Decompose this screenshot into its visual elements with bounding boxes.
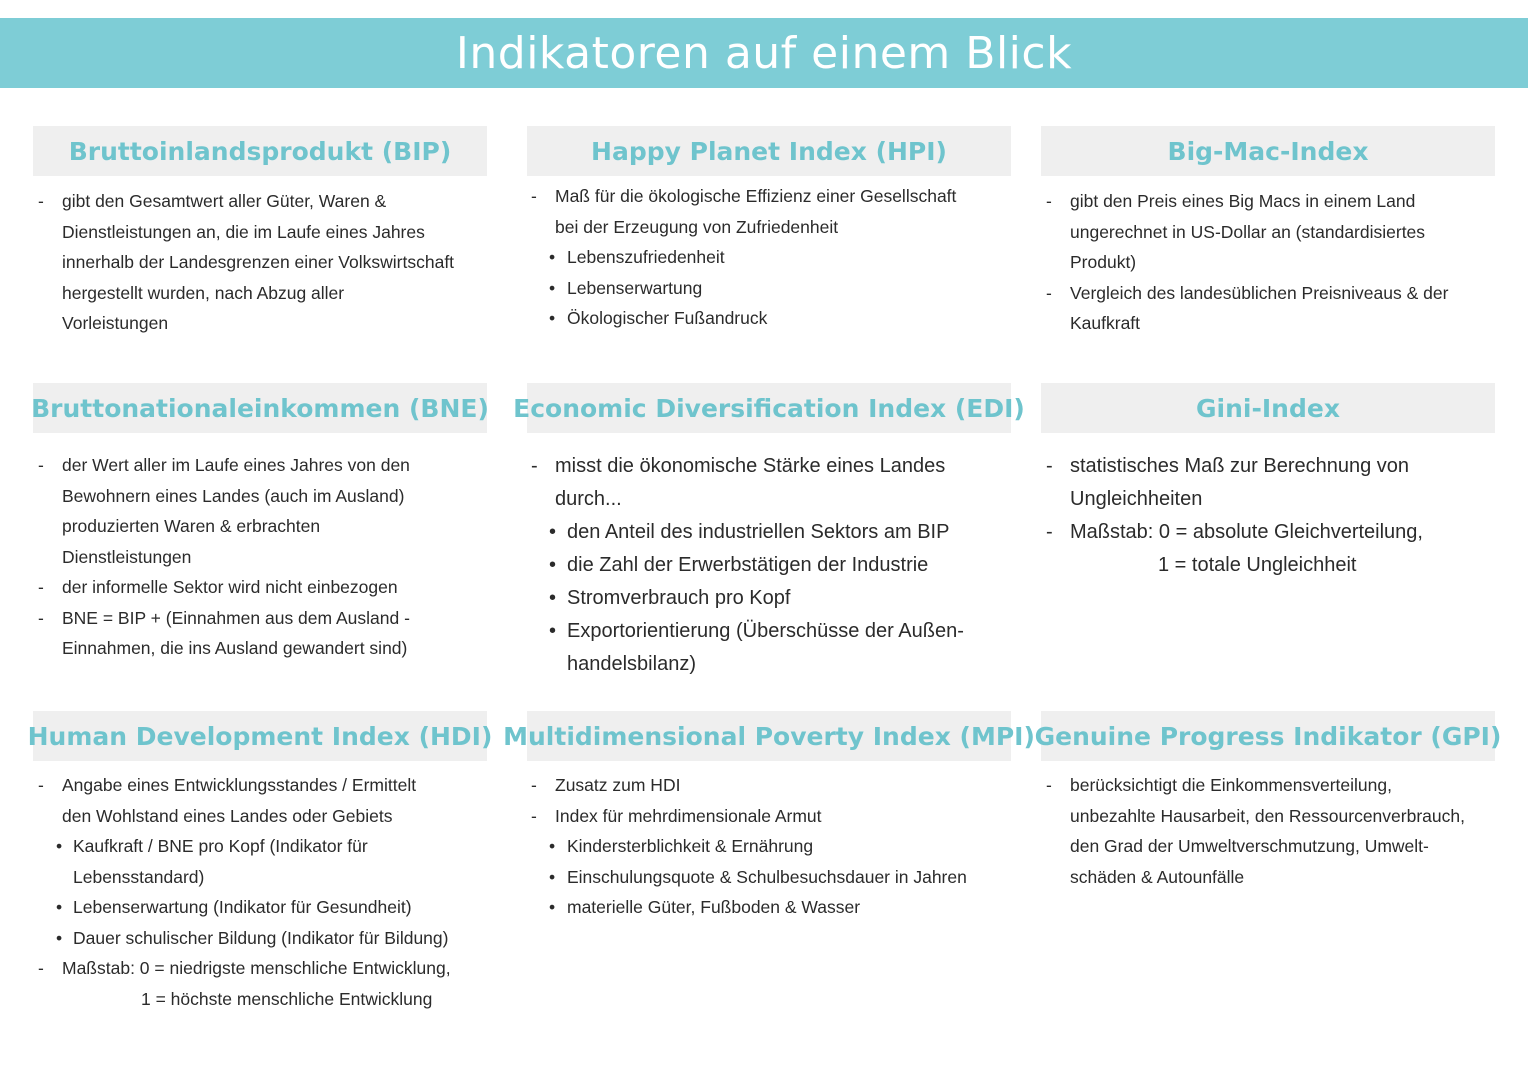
item-text: Kaufkraft / BNE pro Kopf (Indikator für	[73, 836, 368, 856]
list-item	[1046, 217, 1490, 248]
list-item	[38, 308, 482, 339]
item-text: berücksichtigt die Einkommensverteilung,	[1070, 775, 1392, 795]
list-item	[38, 186, 482, 217]
item-text: Maßstab: 0 = absolute Gleichverteilung,	[1070, 521, 1423, 543]
dot-bullet: •	[549, 521, 557, 543]
list-item	[1046, 247, 1490, 278]
list-item	[1046, 516, 1490, 549]
list-item	[1046, 770, 1490, 801]
dash-bullet: -	[38, 455, 44, 475]
list-item	[1046, 831, 1490, 862]
card-header	[1041, 383, 1495, 433]
list-item	[38, 953, 482, 984]
item-text: Produkt)	[1070, 252, 1137, 272]
list-item	[531, 181, 1005, 212]
list-item	[38, 633, 482, 664]
card-header	[27, 711, 493, 761]
dash-bullet: -	[1046, 455, 1053, 477]
dot-bullet: •	[549, 620, 557, 642]
card-title: Happy Planet Index (HPI)	[591, 136, 947, 166]
item-text: der informelle Sektor wird nicht einbezogen	[62, 577, 398, 597]
list-item	[531, 242, 1005, 273]
list-item	[531, 770, 1005, 801]
list-item	[1046, 278, 1490, 309]
list-item	[1046, 450, 1490, 483]
card-header	[527, 126, 1011, 176]
card-title: Multidimensional Poverty Index (MPI)	[503, 721, 1035, 751]
card-body	[38, 770, 482, 1014]
item-text: den Grad der Umweltverschmutzung, Umwelt-	[1070, 836, 1429, 856]
item-text: Kaufkraft	[1070, 313, 1141, 333]
list-item	[531, 801, 1005, 832]
card-title: Big-Mac-Index	[1167, 136, 1369, 166]
item-text: den Wohlstand eines Landes oder Gebiets	[62, 805, 393, 826]
list-item	[1046, 483, 1490, 516]
list-item	[38, 217, 482, 248]
card-body	[1046, 186, 1490, 339]
item-text: durch...	[555, 488, 622, 510]
dash-bullet: -	[1046, 282, 1052, 303]
list-item	[531, 582, 1005, 615]
card-body	[531, 181, 1005, 334]
list-item	[38, 278, 482, 309]
dot-bullet: •	[56, 836, 63, 856]
item-text: Ungleichheiten	[1070, 488, 1203, 510]
item-text: Einnahmen, die ins Ausland gewandert sind)	[62, 638, 408, 658]
card-title: Bruttoinlandsprodukt (BIP)	[68, 136, 452, 166]
dash-bullet: -	[531, 455, 538, 477]
dash-bullet: -	[531, 186, 537, 206]
card-title: Genuine Progress Indikator (GPI)	[1034, 721, 1502, 751]
dash-bullet: -	[38, 958, 44, 978]
list-item	[531, 303, 1005, 334]
item-text: Dauer schulischer Bildung (Indikator für Bildung)	[73, 927, 449, 948]
card-header	[1034, 711, 1502, 761]
item-text: Ökologischer Fußandruck	[567, 308, 768, 328]
list-item	[1046, 801, 1490, 832]
item-text: der Wert aller im Laufe eines Jahres von den	[62, 455, 410, 475]
card-body	[38, 186, 482, 339]
item-text: schäden & Autounfälle	[1070, 866, 1245, 887]
dash-bullet: -	[1046, 191, 1052, 211]
list-item	[531, 648, 1005, 681]
item-text: die Zahl der Erwerbstätigen der Industrie	[567, 554, 929, 576]
list-item	[38, 984, 482, 1015]
list-item	[38, 450, 482, 481]
item-text: Lebenserwartung	[567, 277, 703, 298]
dot-bullet: •	[549, 836, 556, 856]
item-text: Kindersterblichkeit & Ernährung	[567, 836, 814, 856]
card-header	[33, 126, 487, 176]
card-title: Gini-Index	[1196, 393, 1340, 423]
card-header	[513, 383, 1025, 433]
card-header	[33, 383, 487, 433]
item-text: materielle Güter, Fußboden & Wasser	[567, 897, 861, 917]
dot-bullet: •	[549, 277, 556, 298]
item-text: Lebenszufriedenheit	[567, 247, 725, 267]
list-item	[38, 481, 482, 512]
list-item	[38, 511, 482, 542]
card-body	[1046, 770, 1490, 892]
list-item	[1046, 862, 1490, 893]
dot-bullet: •	[56, 927, 63, 948]
dash-bullet: -	[531, 805, 537, 826]
list-item	[38, 892, 482, 923]
dash-bullet: -	[38, 191, 44, 211]
card-title: Bruttonationaleinkommen (BNE)	[31, 393, 489, 423]
dash-bullet: -	[531, 775, 537, 795]
list-item	[38, 572, 482, 603]
card-header	[1041, 126, 1495, 176]
item-text: gibt den Gesamtwert aller Güter, Waren &	[62, 191, 387, 211]
list-item	[531, 273, 1005, 304]
item-text: Vergleich des landesüblichen Preisniveaus & der	[1070, 282, 1449, 303]
item-text: unbezahlte Hausarbeit, den Ressourcenverbrauch,	[1070, 805, 1465, 826]
item-text: ungerechnet in US-Dollar an (standardisiertes	[1070, 221, 1426, 242]
dash-bullet: -	[1046, 775, 1052, 795]
list-item	[38, 247, 482, 278]
card-body	[531, 450, 1005, 681]
item-text: gibt den Preis eines Big Macs in einem Land	[1070, 191, 1416, 211]
list-item	[531, 549, 1005, 582]
item-text: misst die ökonomische Stärke eines Landes	[555, 455, 946, 477]
list-item	[1046, 549, 1490, 582]
list-item	[38, 862, 482, 893]
item-text: Lebenserwartung (Indikator für Gesundheit)	[73, 897, 412, 917]
list-item	[531, 212, 1005, 243]
card-title: Human Development Index (HDI)	[27, 721, 493, 751]
dot-bullet: •	[549, 247, 556, 267]
card-body	[1046, 450, 1490, 582]
list-item	[531, 615, 1005, 648]
dash-bullet: -	[38, 577, 44, 597]
item-text: 1 = totale Ungleichheit	[1158, 554, 1357, 576]
item-text: statistisches Maß zur Berechnung von	[1070, 455, 1410, 477]
list-item	[531, 862, 1005, 893]
item-text: Index für mehrdimensionale Armut	[555, 805, 822, 826]
item-text: Zusatz zum HDI	[555, 775, 681, 795]
item-text: BNE = BIP + (Einnahmen aus dem Ausland -	[62, 607, 410, 628]
list-item	[1046, 308, 1490, 339]
item-text: Maß für die ökologische Effizienz einer Gesellschaft	[555, 186, 957, 206]
item-text: produzierten Waren & erbrachten	[62, 516, 321, 536]
dash-bullet: -	[38, 607, 44, 628]
dot-bullet: •	[549, 866, 556, 887]
item-text: bei der Erzeugung von Zufriedenheit	[555, 216, 839, 237]
list-item	[1046, 186, 1490, 217]
list-item	[38, 603, 482, 634]
dot-bullet: •	[549, 554, 557, 576]
item-text: Angabe eines Entwicklungsstandes / Ermittelt	[62, 775, 417, 795]
card-body	[531, 770, 1005, 923]
item-text: den Anteil des industriellen Sektors am BIP	[567, 521, 950, 543]
dash-bullet: -	[1046, 521, 1053, 543]
dot-bullet: •	[56, 897, 63, 917]
list-item	[38, 770, 482, 801]
item-text: Bewohnern eines Landes (auch im Ausland)	[62, 485, 405, 506]
page-title: Indikatoren auf einem Blick	[455, 27, 1073, 79]
list-item	[531, 450, 1005, 483]
card-header	[503, 711, 1035, 761]
list-item	[531, 483, 1005, 516]
item-text: handelsbilanz)	[567, 653, 696, 675]
item-text: 1 = höchste menschliche Entwicklung	[141, 988, 433, 1009]
dash-bullet: -	[38, 775, 44, 795]
dot-bullet: •	[549, 308, 556, 328]
list-item	[38, 923, 482, 954]
dot-bullet: •	[549, 897, 556, 917]
item-text: Stromverbrauch pro Kopf	[567, 587, 791, 609]
item-text: Exportorientierung (Überschüsse der Außen-	[567, 620, 964, 642]
list-item	[38, 831, 482, 862]
dot-bullet: •	[549, 587, 557, 609]
item-text: Maßstab: 0 = niedrigste menschliche Entwicklung,	[62, 958, 451, 978]
card-title: Economic Diversification Index (EDI)	[513, 393, 1025, 423]
item-text: innerhalb der Landesgrenzen einer Volkswirtschaft	[62, 252, 455, 272]
list-item	[38, 542, 482, 573]
item-text: Dienstleistungen an, die im Laufe eines Jahres	[62, 221, 425, 242]
item-text: Vorleistungen	[62, 313, 169, 333]
title-banner	[0, 18, 1528, 88]
list-item	[531, 516, 1005, 549]
list-item	[531, 831, 1005, 862]
list-item	[38, 801, 482, 832]
card-body	[38, 450, 482, 664]
item-text: hergestellt wurden, nach Abzug aller	[62, 282, 345, 303]
item-text: Lebensstandard)	[73, 866, 205, 887]
item-text: Dienstleistungen	[62, 546, 192, 567]
item-text: Einschulungsquote & Schulbesuchsdauer in Jahren	[567, 866, 967, 887]
list-item	[531, 892, 1005, 923]
